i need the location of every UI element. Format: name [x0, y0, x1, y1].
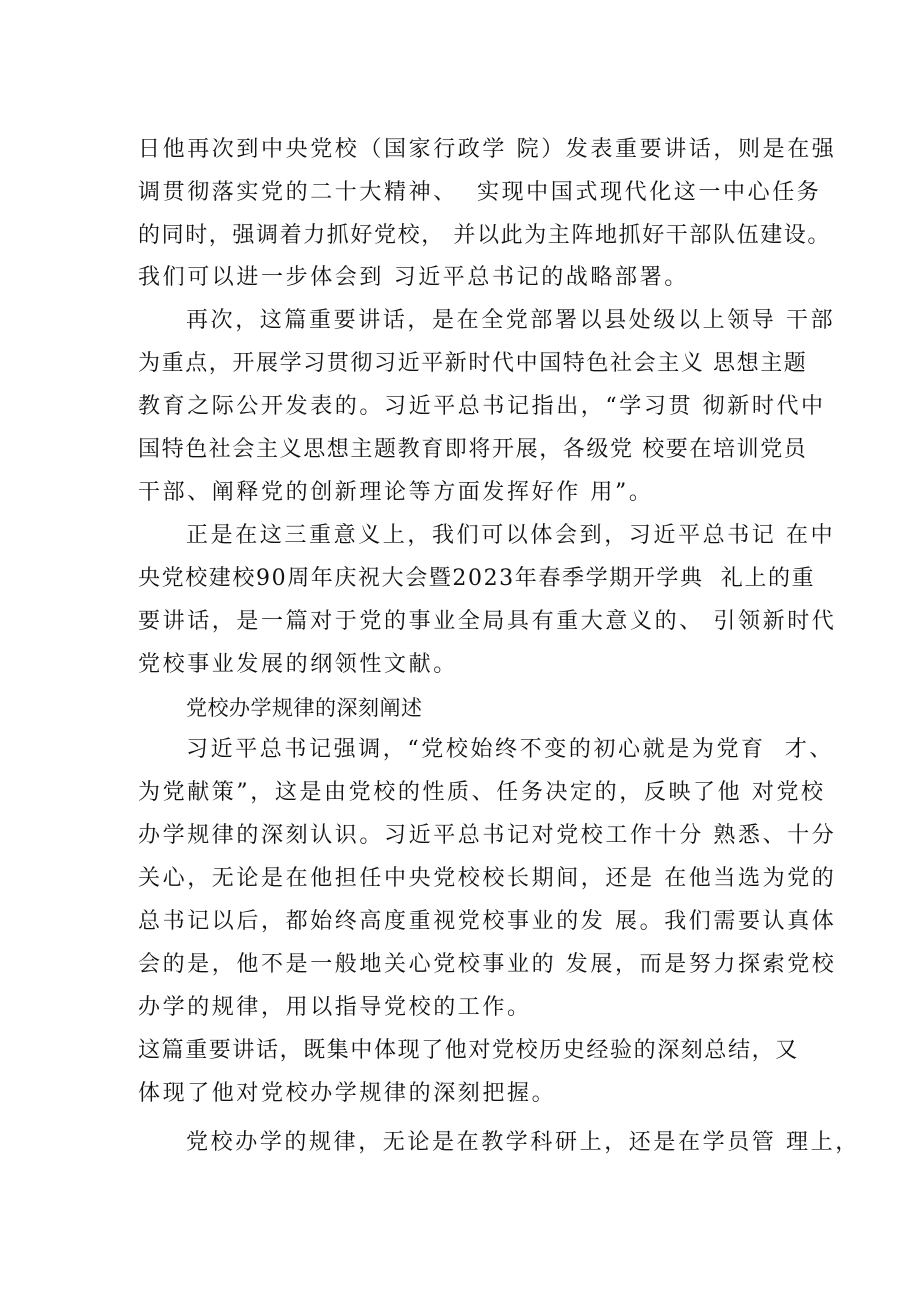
paragraph-line: 党校事业发展的纲领性文献。	[138, 652, 458, 677]
paragraph-line: 干部、阐释党的创新理论等方面发挥好作 用”。	[138, 480, 654, 505]
paragraph-line: 办学的规律，用以指导党校的工作。	[138, 995, 532, 1020]
paragraph-line: 党校办学的规律，无论是在教学科研上，还是在学员管 理上，	[186, 1130, 860, 1155]
paragraph-line: 的同时，强调着力抓好党校， 并以此为主阵地抓好干部队伍建设。	[138, 223, 831, 248]
paragraph-line: 办学规律的深刻认识。习近平总书记对党校工作十分 熟悉、十分	[138, 823, 837, 848]
paragraph-line: 为重点，开展学习贯彻习近平新时代中国特色社会主义 思想主题	[138, 351, 808, 376]
paragraph-line: 体现了他对党校办学规律的深刻把握。	[138, 1081, 557, 1106]
paragraph-line: 总书记以后，都始终高度重视党校事业的发 展。我们需要认真体	[138, 909, 837, 934]
paragraph-line: 教育之际公开发表的。习近平总书记指出，“学习贯 彻新时代中	[138, 394, 826, 419]
paragraph-line: 为党献策”，这是由党校的性质、任务决定的，反映了他 对党校	[138, 780, 826, 805]
paragraph-line: 习近平总书记强调，“党校始终不变的初心就是为党育 才、	[186, 737, 835, 762]
paragraph-line: 国特色社会主义思想主题教育即将开展，各级党 校要在培训党员	[138, 437, 808, 462]
paragraph-line: 调贯彻落实党的二十大精神、 实现中国式现代化这一中心任务	[138, 180, 822, 205]
paragraph-line: 关心，无论是在他担任中央党校校长期间，还是 在他当选为党的	[138, 866, 837, 891]
section-heading: 党校办学规律的深刻阐述	[186, 696, 423, 720]
paragraph-line: 要讲话，是一篇对于党的事业全局具有重大意义的、 引领新时代	[138, 609, 837, 634]
paragraph-line: 这篇重要讲话，既集中体现了他对党校历史经验的深刻总结，又	[138, 1038, 799, 1063]
paragraph-line: 央党校建校90周年庆祝大会暨2023年春季学期开学典 礼上的重	[138, 566, 816, 591]
paragraph-line: 正是在这三重意义上，我们可以体会到，习近平总书记 在中	[186, 523, 836, 548]
paragraph-line: 我们可以进一步体会到 习近平总书记的战略部署。	[138, 265, 689, 290]
paragraph-line: 再次，这篇重要讲话，是在全党部署以县处级以上领导 干部	[186, 308, 836, 333]
paragraph-line: 日他再次到中央党校（国家行政学 院）发表重要讲话，则是在强	[138, 137, 837, 162]
paragraph-line: 会的是，他不是一般地关心党校事业的 发展，而是努力探索党校	[138, 952, 837, 977]
